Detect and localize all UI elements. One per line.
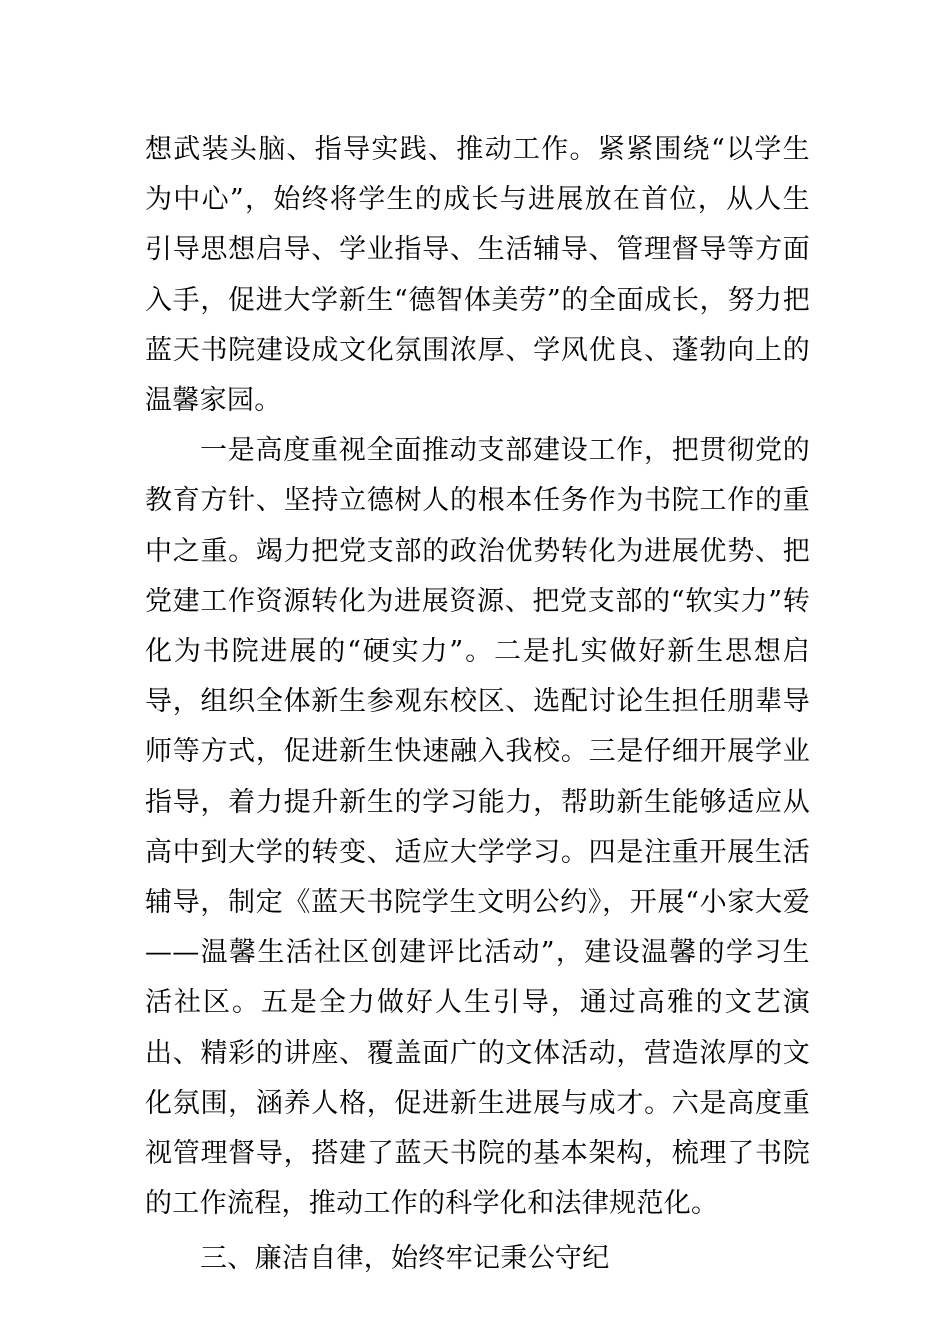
paragraph-continuation: 想武装头脑、指导实践、推动工作。紧紧围绕“以学生为中心”，始终将学生的成长与进展放在首位，从人生引导思想启导、学业指导、生活辅导、管理督导等方面入手，促进大学新生“德智体美劳”的全面成长，努力把蓝天书院建设成文化氛围浓厚、学风优良、蓬勃向上的温馨家园。: [145, 134, 810, 417]
document-body: [145, 125, 810, 1285]
section-heading: 三、廉洁自律，始终牢记秉公守纪: [200, 1243, 610, 1275]
paragraph-work-measures: 一是高度重视全面推动支部建设工作，把贯彻党的教育方针、坚持立德树人的根本任务作为书院工作的重中之重。竭力把党支部的政治优势转化为进展优势、把党建工作资源转化为进展资源、把党支部的“软实力”转化为书院进展的“硬实力”。二是扎实做好新生思想启导，组织全体新生参观东校区、选配讨论生担任朋辈导师等方式，促进新生快速融入我校。三是仔细开展学业指导，着力提升新生的学习能力，帮助新生能够适应从高中到大学的转变、适应大学学习。四是注重开展生活辅导，制定《蓝天书院学生文明公约》，开展“小家大爱——温馨生活社区创建评比活动”，建设温馨的学习生活社区。五是全力做好人生引导，通过高雅的文艺演出、精彩的讲座、覆盖面广的文体活动，营造浓厚的文化氛围，涵养人格，促进新生进展与成才。六是高度重视管理督导，搭建了蓝天书院的基本架构，梳理了书院的工作流程，推动工作的科学化和法律规范化。: [145, 435, 810, 1220]
